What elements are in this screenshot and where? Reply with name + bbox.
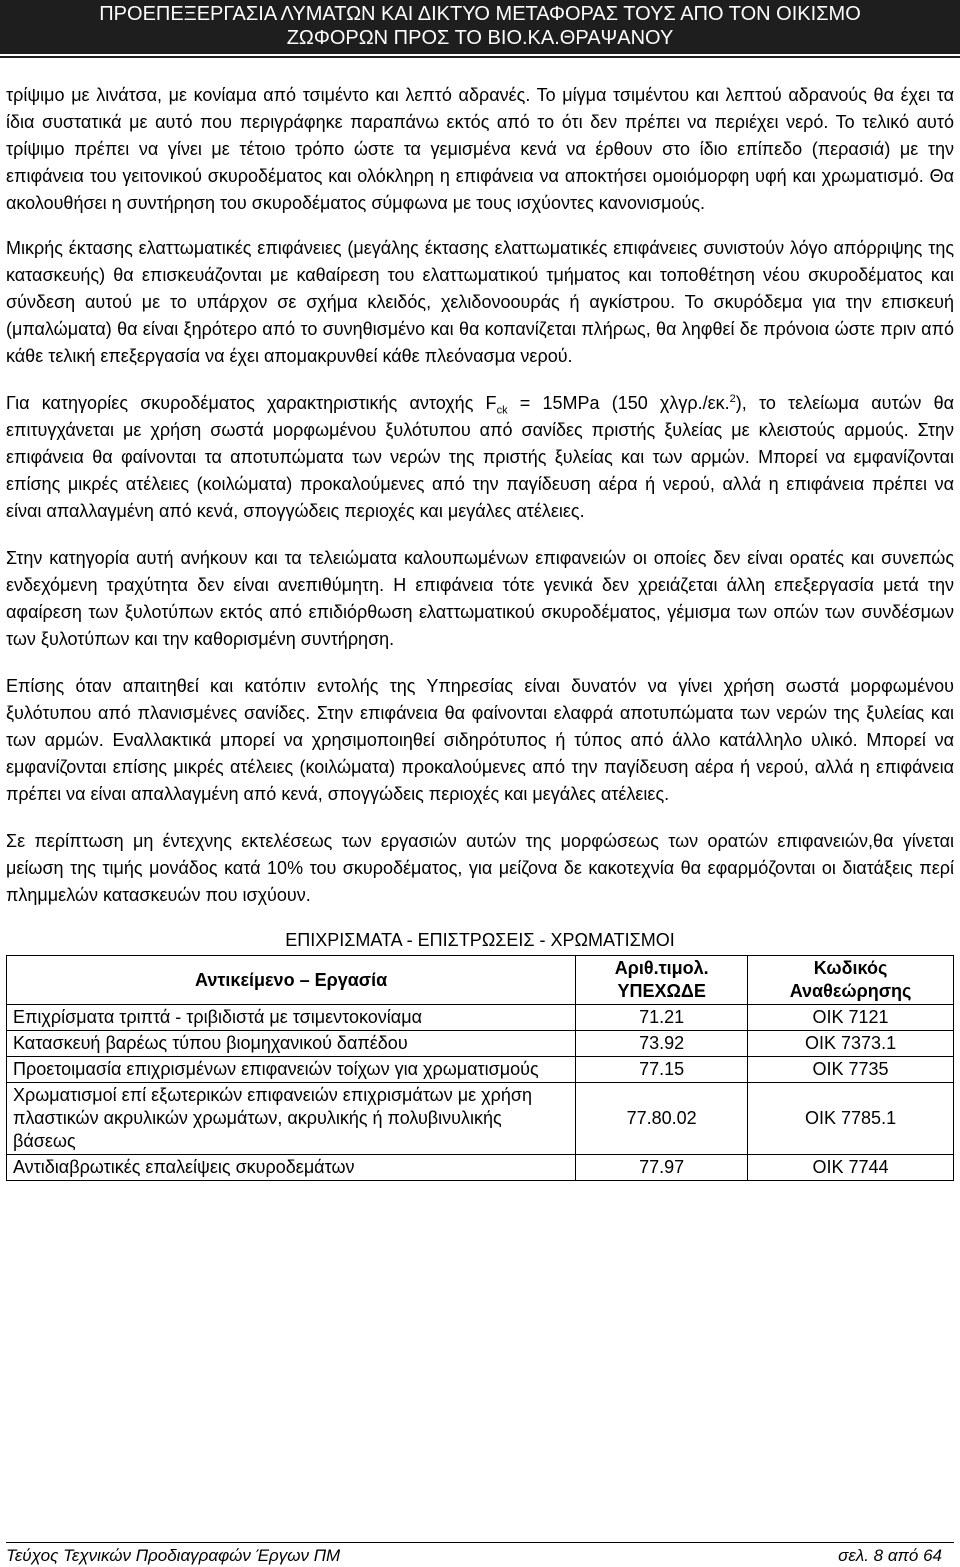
cell-price-no: 77.15 — [576, 1057, 748, 1083]
header-code-line-1: Κωδικός — [813, 958, 888, 978]
cell-price-no: 77.97 — [576, 1155, 748, 1181]
table-row — [7, 1031, 954, 1057]
table-title: ΕΠΙΧΡΙΣΜΑΤΑ - ΕΠΙΣΤΡΩΣΕΙΣ - ΧΡΩΜΑΤΙΣΜΟΙ — [285, 930, 675, 950]
cell-item: Προετοιμασία επιχρισμένων επιφανειών τοίχων για χρωματισμούς — [7, 1057, 576, 1083]
cell-code: ΟΙΚ 7744 — [748, 1155, 954, 1181]
squared-superscript: 2 — [729, 393, 736, 405]
page-header — [0, 0, 960, 54]
header-code-line-2: Αναθεώρησης — [789, 981, 912, 1001]
header-revision-code — [748, 956, 954, 1005]
header-title-line-2: ΖΩΦΟΡΩΝ ΠΡΟΣ ΤΟ ΒΙΟ.ΚΑ.ΘΡΑΨΑΝΟΥ — [286, 27, 674, 49]
paragraph-1: τρίψιμο με λινάτσα, με κονίαμα από τσιμέντο και λεπτό αδρανές. Το μίγμα τσιμέντου και λεπτού αδρανούς θα έχει τα ίδια συστατικά με αυτό που περιγράφηκε παραπάνω εκτός από το ότι δεν πρέπει να περιέχει νερό. Το τελικό αυτό τρίψιμο πρέπει να γίνει με τέτοιο τρόπο ώστε τα γεμισμένα κενά να έρθουν στο ίδιο επίπεδο (περασιά) με την επιφάνεια του γειτονικού σκυροδέματος και ολόκληρη η επιφάνεια να αποκτήσει ομοιόμορφη υφή και χρωματισμό. Θα ακολουθήσει η συντήρηση του σκυροδέματος σύμφωνα με τους ισχύοντες κανονισμούς. — [6, 85, 954, 213]
cell-price-no: 71.21 — [576, 1005, 748, 1031]
paragraph-2: Μικρής έκτασης ελαττωματικές επιφάνειες (μεγάλης έκτασης ελαττωματικές επιφάνειες συνιστούν λόγο απόρριψης της κατασκευής) θα επισκευάζονται με καθαίρεση του ελαττωματικού τμήματος και τοποθέτηση νέου σκυροδέματος και σύνδεση αυτού με το υπάρχον σε σχήμα κλειδός, χελιδονοουράς ή αγκίστρου. Το σκυρόδεμα για την επισκευή (μπαλώματα) θα είναι ξηρότερο από το συνηθισμένο και θα κοπανίζεται πλήρως, θα ληφθεί δε πρόνοια ώστε πριν από κάθε τελική επεξεργασία να έχει απομακρυνθεί κάθε πλεόνασμα νερού. — [6, 238, 954, 366]
header-divider — [0, 56, 960, 58]
paragraph-5: Επίσης όταν απαιτηθεί και κατόπιν εντολής της Υπηρεσίας είναι δυνατόν να γίνει χρήση σωστά μορφωμένου ξυλότυπου από πλανισμένες σανίδες. Στην επιφάνεια θα φαίνονται ελαφρά αποτυπώματα των νερών της ξυλείας και των αρμών. Εναλλακτικά μπορεί να χρησιμοποιηθεί σιδηρότυπος ή τύπος από άλλο κατάλληλο υλικό. Μπορεί να εμφανίζονται επίσης μικρές ατέλειες (κοιλώματα) προκαλούμενες από την παγίδευση αέρα ή νερού, αλλά η επιφάνεια πρέπει να είναι απαλλαγμένη από κενά, σπογγώδεις περιοχές και μεγάλες ατέλειες. — [6, 676, 954, 804]
table-row — [7, 1057, 954, 1083]
cell-price-no: 77.80.02 — [576, 1083, 748, 1155]
items-table — [6, 955, 954, 1181]
header-item: Αντικείμενο – Εργασία — [7, 956, 576, 1005]
header-price-no-line-1: Αριθ.τιμολ. — [614, 958, 709, 978]
cell-code: ΟΙΚ 7373.1 — [748, 1031, 954, 1057]
paragraph-4: Στην κατηγορία αυτή ανήκουν και τα τελειώματα καλουπωμένων επιφανειών οι οποίες δεν είναι ορατές και συνεπώς ενδεχόμενη τραχύτητα δεν είναι ανεπιθύμητη. Η επιφάνεια τότε γενικά δεν χρειάζεται άλλη επεξεργασία μετά την αφαίρεση των ξυλοτύπων εκτός από επιδιόρθωση ελαττωματικού σκυροδέματος, γέμισμα των οπών των συνδέσμων των ξυλοτύπων και την καθορισμένη συντήρηση. — [6, 548, 954, 649]
cell-code: ΟΙΚ 7785.1 — [748, 1083, 954, 1155]
cell-code: ΟΙΚ 7735 — [748, 1057, 954, 1083]
footer-document-title: Τεύχος Τεχνικών Προδιαγραφών Έργων ΠΜ — [6, 1546, 341, 1565]
cell-item: Επιχρίσματα τριπτά - τριβιδιστά με τσιμεντοκονίαμα — [7, 1005, 576, 1031]
paragraph-3-part-c: ), το τελείωμα αυτών θα επιτυγχάνεται με χρήση σωστά μορφωμένου ξυλότυπου από σανίδες πριστής ξυλείας με κλειστούς αρμούς. Στην επιφάνεια θα φαίνονται τα αποτυπώματα των νερών της πριστής ξυλείας και των αρμών. Μπορεί να εμφανίζονται επίσης μικρές ατέλειες (κοιλώματα) προκαλούμενες από την παγίδευση αέρα ή νερού, αλλά η επιφάνεια πρέπει να είναι απαλλαγμένη από κενά, σπογγώδεις περιοχές και μεγάλες ατέλειες. — [6, 393, 954, 521]
paragraph-3-part-b: = 15MPa (150 χλγρ./εκ. — [507, 393, 730, 413]
table-row — [7, 1005, 954, 1031]
cell-price-no: 73.92 — [576, 1031, 748, 1057]
table-row — [7, 1155, 954, 1181]
paragraph-3 — [6, 390, 954, 525]
paragraph-3-part-a: Για κατηγορίες σκυροδέματος χαρακτηριστικής αντοχής F — [6, 393, 497, 413]
header-price-no — [576, 956, 748, 1005]
page-footer — [6, 1546, 954, 1566]
cell-item: Κατασκευή βαρέως τύπου βιομηχανικού δαπέδου — [7, 1031, 576, 1057]
footer-page-number: σελ. 8 από 64 — [838, 1546, 942, 1565]
footer-divider — [6, 1542, 954, 1543]
document-body — [6, 82, 954, 1181]
header-title-line-1: ΠΡΟΕΠΕΞΕΡΓΑΣΙΑ ΛΥΜΑΤΩΝ ΚΑΙ ΔΙΚΤΥΟ ΜΕΤΑΦΟΡΑΣ ΤΟΥΣ ΑΠΟ ΤΟΝ ΟΙΚΙΣΜΟ — [99, 3, 861, 25]
cell-code: ΟΙΚ 7121 — [748, 1005, 954, 1031]
cell-item: Αντιδιαβρωτικές επαλείψεις σκυροδεμάτων — [7, 1155, 576, 1181]
fck-subscript: ck — [496, 404, 508, 417]
table-header-row — [7, 956, 954, 1005]
paragraph-6: Σε περίπτωση μη έντεχνης εκτελέσεως των εργασιών αυτών της μορφώσεως των ορατών επιφανειών,θα γίνεται μείωση της τιμής μονάδος κατά 10% του σκυροδέματος, για μείζονα δε κακοτεχνία θα εφαρμόζονται οι διατάξεις περί πλημμελών κατασκευών που ισχύουν. — [6, 831, 954, 905]
header-price-no-line-2: ΥΠΕΧΩΔΕ — [617, 981, 706, 1001]
cell-item: Χρωματισμοί επί εξωτερικών επιφανειών επιχρισμάτων με χρήση πλαστικών ακρυλικών χρωμάτων, ακρυλικής ή πολυβινυλικής βάσεως — [7, 1083, 576, 1155]
table-row — [7, 1083, 954, 1155]
